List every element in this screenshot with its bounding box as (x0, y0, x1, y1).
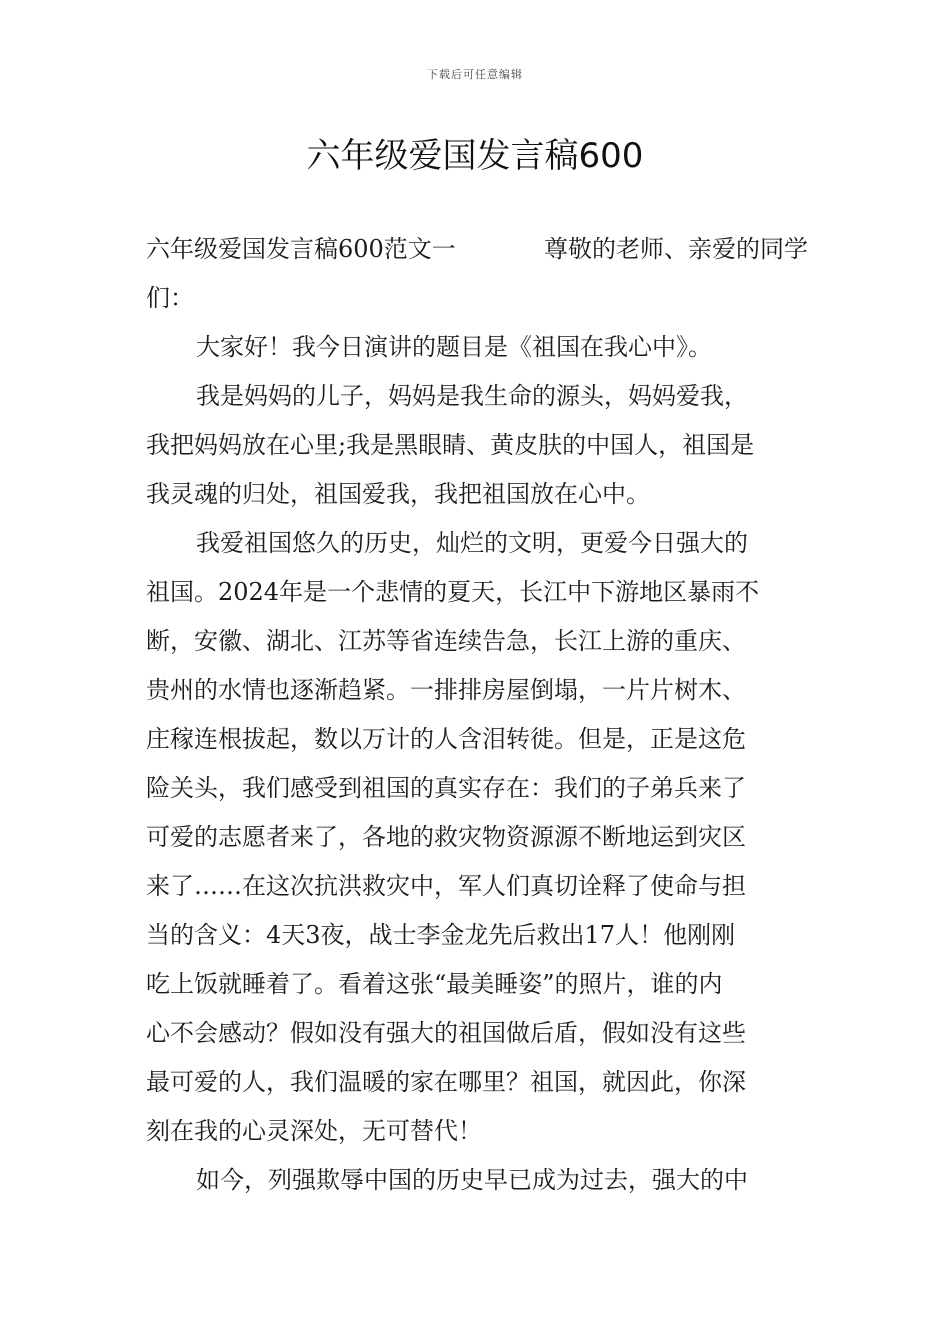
text-line: 我是妈妈的儿子，妈妈是我生命的源头，妈妈爱我， (196, 382, 748, 410)
text-line: 我爱祖国悠久的历史，灿烂的文明，更爱今日强大的 (196, 529, 748, 557)
text-line: 吃上饭就睡着了。看着这张“最美睡姿”的照片，谁的内 (146, 970, 723, 998)
text-line: 我灵魂的归处，祖国爱我，我把祖国放在心中。 (146, 480, 650, 508)
text-line: 贵州的水情也逐渐趋紧。一排排房屋倒塌，一片片树木、 (146, 676, 746, 704)
intro-left-text: 六年级爱国发言稿600范文一 (146, 235, 456, 263)
paragraph-lines (146, 274, 808, 1205)
text-line: 大家好！我今日演讲的题目是《祖国在我心中》。 (196, 333, 712, 361)
intro-line (146, 225, 808, 274)
text-line: 如今，列强欺辱中国的历史早已成为过去，强大的中 (196, 1166, 748, 1194)
text-line: 祖国。2024年是一个悲情的夏天，长江中下游地区暴雨不 (146, 578, 760, 606)
text-line: 庄稼连根拔起，数以万计的人含泪转徙。但是，正是这危 (146, 725, 746, 753)
text-line: 险关头，我们感受到祖国的真实存在：我们的子弟兵来了 (146, 774, 746, 802)
text-line: 刻在我的心灵深处，无可替代！ (146, 1117, 482, 1145)
text-line: 我把妈妈放在心里;我是黑眼睛、黄皮肤的中国人，祖国是 (146, 431, 755, 459)
text-line: 断，安徽、湖北、江苏等省连续告急，长江上游的重庆、 (146, 627, 746, 655)
text-line: 最可爱的人，我们温暖的家在哪里？祖国，就因此，你深 (146, 1068, 746, 1096)
header-note: 下载后可任意编辑 (427, 68, 523, 81)
text-line: 可爱的志愿者来了，各地的救灾物资源源不断地运到灾区 (146, 823, 746, 851)
intro-right-text: 尊敬的老师、亲爱的同学 (544, 235, 808, 263)
document-title: 六年级爱国发言稿600 (306, 136, 644, 176)
text-line: 来了……在这次抗洪救灾中，军人们真切诠释了使命与担 (146, 872, 746, 900)
text-line: 们： (146, 284, 194, 312)
document-body (146, 225, 808, 1205)
text-line: 当的含义：4天3夜，战士李金龙先后救出17人！他刚刚 (146, 921, 736, 949)
text-line: 心不会感动？假如没有强大的祖国做后盾，假如没有这些 (146, 1019, 746, 1047)
